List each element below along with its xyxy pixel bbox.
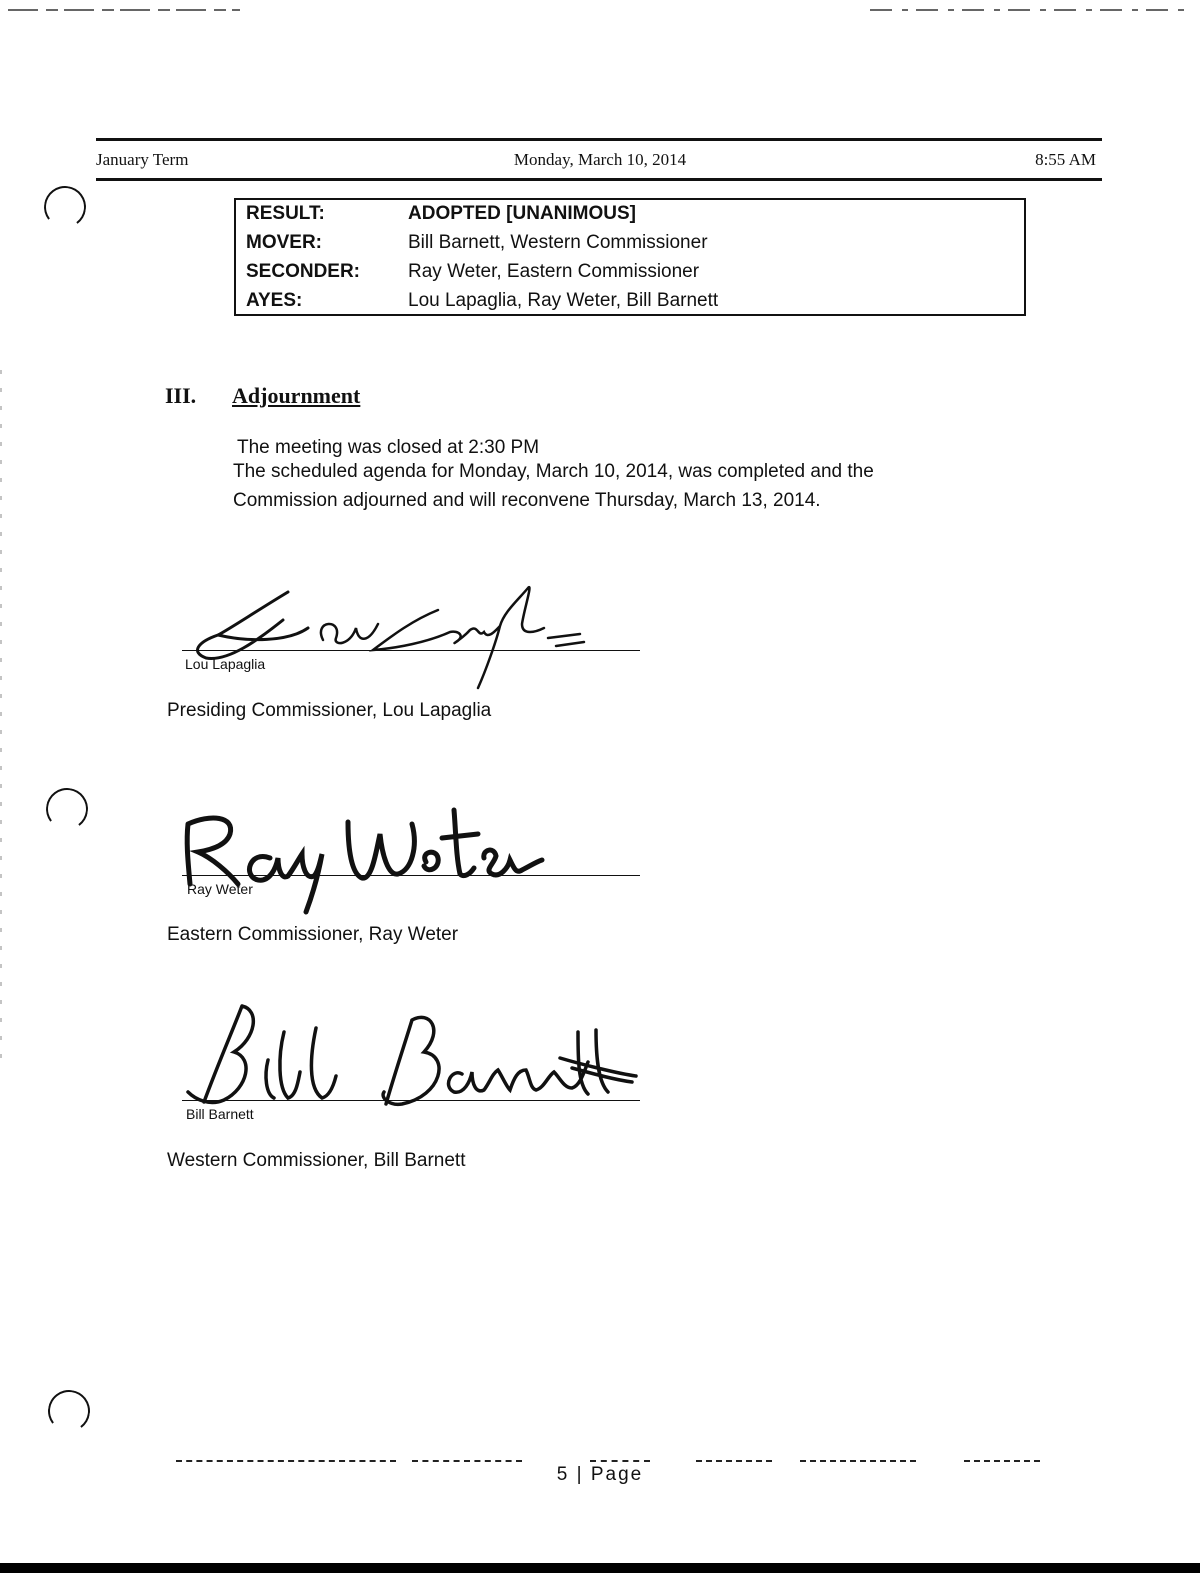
vote-result-box [234, 198, 1026, 316]
vote-label: MOVER: [246, 232, 322, 253]
vote-value: Bill Barnett, Western Commissioner [408, 232, 708, 253]
scan-artifact-bottom [0, 1563, 1200, 1573]
signature-printed-name: Bill Barnett [186, 1106, 254, 1122]
signature-ray-weter [180, 792, 560, 916]
binder-hole-middle [43, 785, 90, 832]
header-date: Monday, March 10, 2014 [513, 150, 687, 169]
scan-artifact-top [0, 8, 1200, 11]
signature-bill-barnett [180, 1002, 640, 1112]
binder-hole-bottom [45, 1387, 92, 1434]
section-title: Adjournment [232, 383, 361, 408]
vote-row-seconder [246, 261, 1016, 290]
vote-value: ADOPTED [UNANIMOUS] [408, 203, 636, 224]
signature-printed-name: Ray Weter [187, 881, 253, 897]
signature-caption: Presiding Commissioner, Lou Lapaglia [167, 700, 492, 721]
signature-caption: Western Commissioner, Bill Barnett [167, 1150, 466, 1171]
page-number: 5 | Page [556, 1464, 644, 1485]
header-term: January Term [96, 150, 189, 169]
footer-rule [176, 1460, 396, 1462]
header-rule-bottom [96, 178, 1102, 181]
vote-value: Ray Weter, Eastern Commissioner [408, 261, 700, 282]
vote-value: Lou Lapaglia, Ray Weter, Bill Barnett [408, 290, 719, 311]
footer-rule [696, 1460, 772, 1462]
footer-rule [412, 1460, 522, 1462]
adjournment-line-2: The scheduled agenda for Monday, March 10, 2014, was completed and the [233, 461, 874, 482]
vote-label: RESULT: [246, 203, 325, 224]
vote-row-ayes [246, 290, 1016, 319]
adjournment-line-1: The meeting was closed at 2:30 PM [237, 437, 540, 458]
header-time: 8:55 AM [1035, 150, 1096, 169]
vote-label: SECONDER: [246, 261, 361, 282]
adjournment-line-3: Commission adjourned and will reconvene Thursday, March 13, 2014. [233, 490, 821, 511]
header-rule-top [96, 138, 1102, 141]
signature-printed-name: Lou Lapaglia [185, 656, 266, 672]
section-number: III. [165, 383, 197, 408]
signature-line [182, 650, 640, 651]
vote-row-result [246, 203, 1016, 232]
footer-rule [590, 1460, 650, 1462]
signature-lou-lapaglia [188, 580, 608, 700]
signature-line [182, 1100, 640, 1101]
footer-rule [964, 1460, 1040, 1462]
binder-hole-top [41, 183, 88, 230]
scan-artifact-left [0, 370, 3, 1070]
signature-caption: Eastern Commissioner, Ray Weter [167, 924, 459, 945]
signature-line [182, 875, 640, 876]
footer-rule [800, 1460, 916, 1462]
vote-label: AYES: [246, 290, 303, 311]
vote-row-mover [246, 232, 1016, 261]
